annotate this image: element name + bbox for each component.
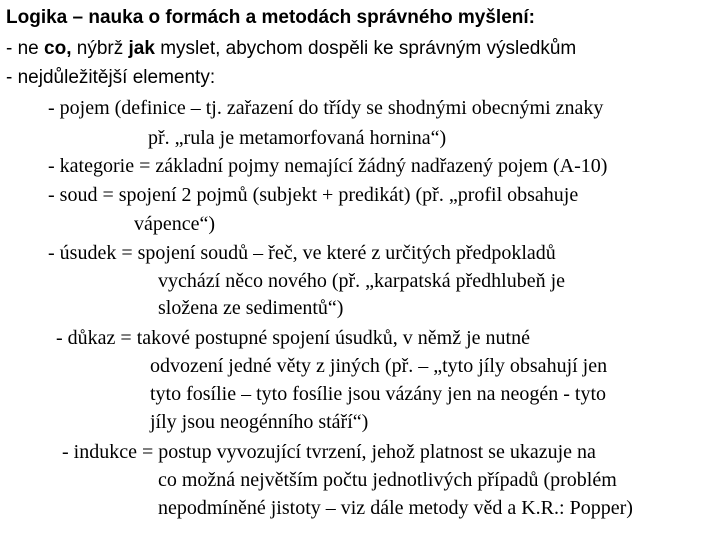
item-dukaz-line3: tyto fosílie – tyto fosílie jsou vázány jen na neogén - tyto <box>150 383 607 405</box>
item-dukaz-line2: odvození jedné věty z jiných (př. – „tyto jíly obsahují jen <box>150 355 608 377</box>
item-pojem-line1: - pojem (definice – tj. zařazení do třídy se shodnými obecnými znaky <box>48 97 604 119</box>
item-indukce-line2: co možná největším počtu jednotlivých případů (problém <box>158 469 617 491</box>
emphasis-co: co, <box>44 38 72 59</box>
text-segment: nýbrž <box>71 38 129 59</box>
text-line-ne-co-nybrz-jak <box>6 34 576 63</box>
text-segment: - ne <box>6 38 45 59</box>
item-usudek-line1: - úsudek = spojení soudů – řeč, ve které z určitých předpokladů <box>48 242 556 264</box>
item-dukaz-line1: - důkaz = takové postupné spojení úsudků, v němž je nutné <box>56 327 530 349</box>
item-indukce-line1: - indukce = postup vyvozující tvrzení, jehož platnost se ukazuje na <box>62 441 596 463</box>
item-soud-line2: vápence“) <box>134 213 216 235</box>
item-usudek-line3: složena ze sedimentů“) <box>158 297 344 319</box>
item-pojem-line2: př. „rula je metamorfovaná hornina“) <box>148 127 447 149</box>
item-dukaz-line4: jíly jsou neogénního stáří“) <box>150 411 369 433</box>
text-segment: myslet, abychom dospěli ke správným výsledkům <box>154 38 577 59</box>
item-indukce-line3: nepodmíněné jistoty – viz dále metody věd a K.R.: Popper) <box>158 497 633 519</box>
item-kategorie: - kategorie = základní pojmy nemající žádný nadřazený pojem (A-10) <box>48 155 608 177</box>
item-soud-line1: - soud = spojení 2 pojmů (subjekt + predikát) (př. „profil obsahuje <box>48 184 579 206</box>
text-line-elementy: - nejdůležitější elementy: <box>6 67 216 88</box>
emphasis-jak: jak <box>128 38 155 59</box>
item-usudek-line2: vychází něco nového (př. „karpatská předhlubeň je <box>158 270 566 292</box>
slide-title: Logika – nauka o formách a metodách správného myšlení: <box>6 7 535 28</box>
